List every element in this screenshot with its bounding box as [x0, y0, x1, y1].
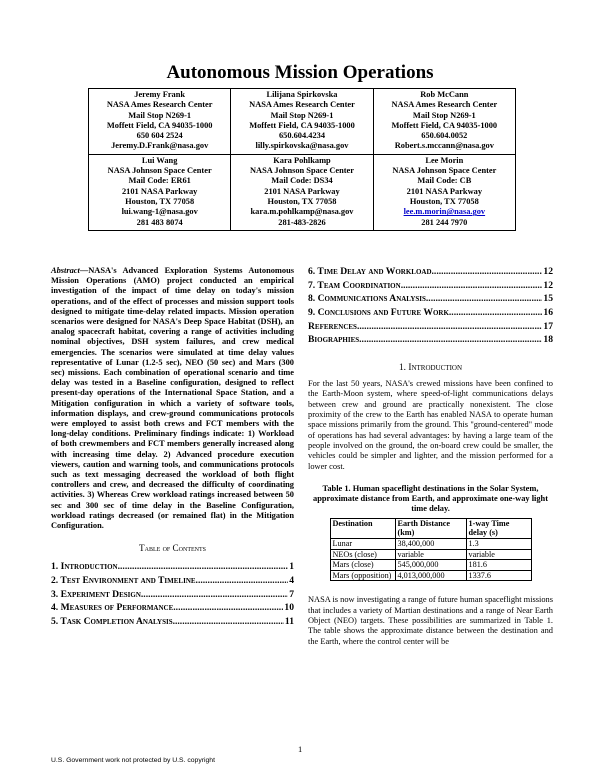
author-card [231, 89, 373, 155]
table-row [330, 538, 531, 549]
author-email: lui.wang-1@nasa.gov [121, 207, 198, 217]
page-number: 1 [298, 744, 303, 754]
toc-entry-label: 4. Measures of Performance [51, 602, 174, 614]
toc-leader [118, 561, 289, 572]
toc-heading: Table of Contents [139, 543, 206, 554]
toc-entry-page: 11 [284, 616, 294, 628]
author-mailcode: Mail Code: ER61 [128, 176, 191, 186]
author-email: kara.m.pohlkamp@nasa.gov [250, 207, 354, 217]
toc-entry[interactable] [51, 602, 294, 616]
author-email: Robert.s.mccann@nasa.gov [394, 141, 494, 151]
author-mailcode: Mail Code: CB [417, 176, 472, 186]
toc-entry-label: Biographies [308, 334, 360, 346]
table-cell: 4,013,000,000 [395, 570, 466, 581]
author-city: Houston, TX 77058 [267, 196, 337, 206]
author-mailstop: Mail Stop N269-1 [270, 110, 334, 120]
body-paragraph: For the last 50 years, NASA's crewed missions have been confined to the Earth-Moon system, where speed-of-light communications delays between crew and ground are practically nonexistent. The close proximity of the crew to the Earth has enabled NASA to operate human space missions primarily from the ground. This "ground-centered" mode of operations has had several advantages: by having a large team of the people involved on the ground, the on-board crew could be smaller, the vehicles could be simpler and lighter, and the mission performed for a lower cost. [308, 379, 553, 471]
toc-entry[interactable] [51, 561, 294, 575]
author-affiliation-table [88, 88, 516, 231]
toc-entry[interactable] [308, 334, 553, 348]
author-city: Houston, TX 77058 [409, 196, 479, 206]
table-row [330, 560, 531, 571]
author-phone: 281 483 8074 [136, 217, 183, 227]
toc-entry-label: 2. Test Environment and Timeline [51, 574, 196, 586]
toc-list-right [308, 266, 553, 348]
toc-leader [196, 575, 289, 586]
toc-leader [432, 266, 543, 277]
author-email-link[interactable]: lee.m.morin@nasa.gov [403, 207, 486, 217]
author-name: Rob McCann [420, 90, 469, 99]
author-phone: 650.604.4234 [278, 131, 326, 141]
table-header-cell: Earth Distance (km) [395, 518, 466, 538]
toc-entry[interactable] [308, 280, 553, 294]
author-email: lilly.spirkovska@nasa.gov [255, 141, 349, 151]
author-phone: 281 244 7970 [421, 217, 468, 227]
author-phone: 281-483-2826 [278, 217, 326, 227]
toc-leader [449, 307, 543, 318]
author-name: Kara Pohlkamp [273, 155, 331, 165]
toc-entry-label: 6. Time Delay and Workload [308, 266, 432, 277]
author-mailstop: Mail Stop N269-1 [412, 110, 476, 120]
table-cell: 1.3 [466, 538, 531, 549]
toc-leader [173, 616, 284, 627]
table-cell: variable [466, 549, 531, 560]
author-name: Lui Wang [141, 155, 178, 165]
toc-entry[interactable] [308, 266, 553, 280]
toc-entry-page: 18 [543, 334, 553, 346]
table-header-row [330, 518, 531, 538]
copyright-footer: U.S. Government work not protected by U.S. copyright [51, 757, 215, 764]
toc-leader [401, 280, 543, 291]
author-org: NASA Ames Research Center [106, 100, 213, 110]
author-org: NASA Johnson Space Center [249, 166, 354, 176]
abstract-text: —NASA's Advanced Exploration Systems Autonomous Mission Operations (AMO) project conducted an empirical investigation of the impact of time delay on today's mission operations, and of the effect of processes and mission support tools designed to mitigate time-delay related impacts. Mission operation scenarios were designed for NASA's Deep Space Habitat (DSH), an analog spacecraft habitat, covering a range of activities including nominal objectives, DSH system failures, and crew medical emergencies. The scenarios were simulated at time delay values representative of Lunar (1.2-5 sec), NEO (50 sec) and Mars (300 sec) missions. Each combination of operational scenario and time delay was tested in a Baseline configuration, designed to reflect present-day operations of the International Space Station, and a Mitigation configuration in which a variety of software tools, information displays, and crew-ground communications protocols were employed to assist both crews and FCT members with the long-delay conditions. Preliminary findings indicate: 1) Workload of both crewmembers and FCT members generally increased along with increasing time delay. 2) Advanced procedure execution viewers, caution and warning tools, and communications protocols such as text messaging decreased the workload of both flight controllers and crew, and decreased the difficulty of coordinating activities. 3) Whereas Crew workload ratings increased between 50 sec and 300 sec of time delay in the Baseline Configuration, workload ratings decreased (or remained flat) in the Mitigation Configuration. [51, 266, 294, 531]
author-city: Moffett Field, CA 94035-1000 [391, 120, 498, 130]
toc-entry-label: 3. Experiment Design [51, 588, 141, 600]
toc-entry[interactable] [308, 307, 553, 321]
table-cell: 1337.6 [466, 570, 531, 581]
table-cell: 181.6 [466, 560, 531, 571]
toc-entry-page: 10 [284, 602, 294, 614]
author-city: Moffett Field, CA 94035-1000 [249, 120, 355, 130]
toc-entry-label: 5. Task Completion Analysis [51, 616, 173, 628]
table-cell: variable [395, 549, 466, 560]
author-mailcode: Mail Code: DS34 [271, 176, 333, 186]
table-cell: Lunar [330, 538, 395, 549]
toc-entry-page: 7 [289, 588, 294, 600]
table-cell: NEOs (close) [330, 549, 395, 560]
table-header-cell: 1-way Time delay (s) [466, 518, 531, 538]
toc-entry-page: 16 [543, 307, 553, 319]
author-name: Lilijana Spirkovska [266, 90, 338, 99]
toc-entry-page: 1 [289, 561, 294, 573]
toc-leader [173, 602, 283, 613]
toc-entry-page: 17 [543, 320, 553, 332]
author-card [373, 89, 515, 155]
destinations-table [330, 518, 532, 582]
table-header-cell: Destination [330, 518, 395, 538]
toc-entry-label: References [308, 320, 357, 332]
toc-entry[interactable] [51, 616, 294, 630]
table-cell: Mars (close) [330, 560, 395, 571]
author-card [373, 154, 515, 230]
toc-leader [141, 589, 288, 600]
author-name: Jeremy Frank [134, 90, 186, 99]
author-card [89, 154, 231, 230]
toc-entry-page: 4 [289, 574, 294, 586]
toc-entry-page: 12 [543, 279, 553, 291]
toc-entry-label: 9. Conclusions and Future Work [308, 307, 449, 319]
author-org: NASA Ames Research Center [249, 100, 355, 110]
toc-entry[interactable] [308, 293, 553, 307]
author-street: 2101 NASA Parkway [264, 186, 340, 196]
section-heading: 1. Introduction [398, 363, 463, 374]
table-cell: 38,400,000 [395, 538, 466, 549]
left-column [51, 266, 294, 630]
paper-title: Autonomous Mission Operations [166, 62, 434, 83]
author-card [231, 154, 373, 230]
table-cell: Mars (opposition) [330, 570, 395, 581]
table-row [330, 549, 531, 560]
author-street: 2101 NASA Parkway [121, 186, 198, 196]
abstract-label: Abstract [51, 266, 80, 275]
toc-entry-page: 15 [543, 293, 553, 305]
table-caption: Table 1. Human spaceflight destinations in the Solar System, approximate distance from Earth, and approximate one-way light time delay. [313, 483, 548, 513]
toc-leader [426, 293, 543, 304]
toc-entry-label: 7. Team Coordination [308, 279, 401, 291]
table-cell: 545,000,000 [395, 560, 466, 571]
author-org: NASA Johnson Space Center [107, 166, 212, 176]
toc-entry[interactable] [51, 589, 294, 603]
right-column [308, 266, 553, 647]
author-city: Houston, TX 77058 [125, 196, 195, 206]
toc-entry[interactable] [51, 575, 294, 589]
abstract [51, 266, 294, 531]
toc-leader [357, 321, 542, 332]
table-row [330, 570, 531, 581]
author-street: 2101 NASA Parkway [406, 186, 483, 196]
toc-entry-label: 8. Communications Analysis [308, 293, 426, 305]
toc-list-left [51, 561, 294, 629]
body-paragraph: NASA is now investigating a range of future human spaceflight missions that includes a variety of Martian destinations and a range of Near Earth Object (NEO) targets. These possibilities are summarized in Table 1. The table shows the approximate distance between the destination and the Earth, where the control center will be [308, 595, 553, 646]
author-email: Jeremy.D.Frank@nasa.gov [111, 141, 209, 151]
author-city: Moffett Field, CA 94035-1000 [106, 120, 213, 130]
toc-leader [359, 334, 542, 345]
author-phone: 650.604.0052 [421, 131, 468, 141]
author-mailstop: Mail Stop N269-1 [128, 110, 192, 120]
author-phone: 650 604 2524 [136, 131, 183, 141]
toc-entry-page: 12 [543, 266, 553, 277]
author-name: Lee Morin [425, 155, 464, 165]
author-org: NASA Ames Research Center [391, 100, 498, 110]
author-org: NASA Johnson Space Center [392, 166, 497, 176]
toc-entry-label: 1. Introduction [51, 561, 118, 573]
toc-entry[interactable] [308, 321, 553, 335]
author-card [89, 89, 231, 155]
